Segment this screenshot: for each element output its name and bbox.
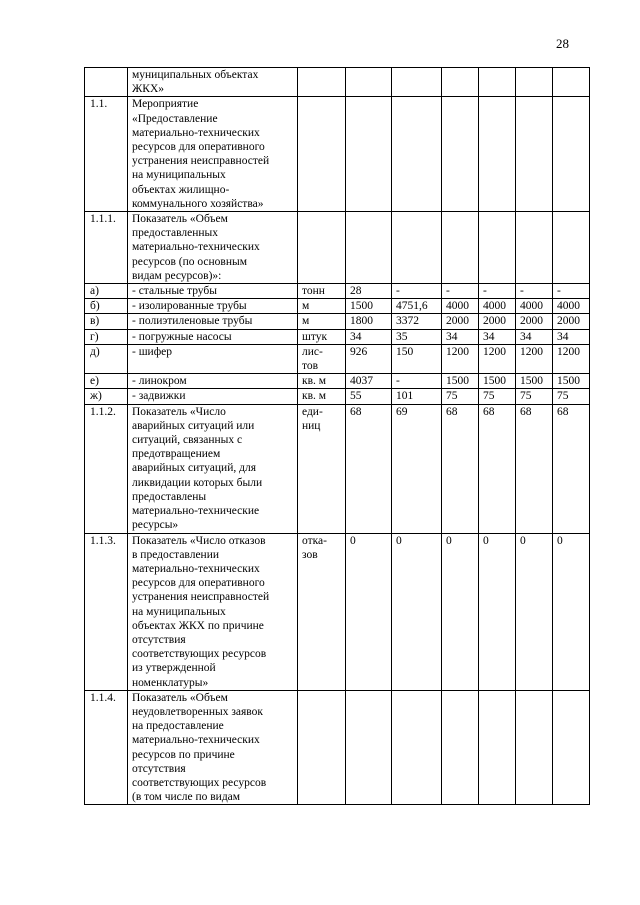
value-cell: - [392, 284, 442, 299]
value-cell [392, 68, 442, 97]
indicator-name-cell: Показатель «Число отказов в предоставлении материально-технических ресурсов для оперативного устранения неисправностей на муниципальных объектах ЖКХ по причине отсутствия соответствующих ресурсов из утвержденной номенклатуры» [128, 533, 298, 690]
value-cell: 35 [392, 329, 442, 344]
value-cell: 1200 [479, 344, 516, 373]
table-row [85, 389, 590, 404]
row-number-cell: 1.1.1. [85, 212, 128, 284]
value-cell: 4000 [479, 299, 516, 314]
value-cell: 75 [516, 389, 553, 404]
value-cell: 34 [553, 329, 590, 344]
indicator-name-cell: - погружные насосы [128, 329, 298, 344]
unit-cell: кв. м [298, 374, 346, 389]
value-cell [346, 68, 392, 97]
row-number-cell: г) [85, 329, 128, 344]
value-cell [346, 212, 392, 284]
value-cell: 2000 [516, 314, 553, 329]
value-cell: 0 [516, 533, 553, 690]
value-cell: 926 [346, 344, 392, 373]
table-row [85, 212, 590, 284]
row-number-cell: 1.1. [85, 97, 128, 212]
value-cell: 75 [442, 389, 479, 404]
value-cell: 0 [479, 533, 516, 690]
indicator-name-cell: - шифер [128, 344, 298, 373]
value-cell: 34 [346, 329, 392, 344]
value-cell [442, 212, 479, 284]
value-cell: 1500 [516, 374, 553, 389]
value-cell [516, 97, 553, 212]
indicator-name-cell: - изолированные трубы [128, 299, 298, 314]
row-number-cell: ж) [85, 389, 128, 404]
value-cell: 2000 [479, 314, 516, 329]
unit-cell: отка- зов [298, 533, 346, 690]
value-cell: 4751,6 [392, 299, 442, 314]
table-row [85, 284, 590, 299]
value-cell: 0 [553, 533, 590, 690]
value-cell: 69 [392, 404, 442, 533]
value-cell [392, 690, 442, 805]
value-cell: 0 [346, 533, 392, 690]
row-number-cell: 1.1.4. [85, 690, 128, 805]
value-cell: 68 [479, 404, 516, 533]
resources-table [84, 67, 590, 805]
value-cell [392, 212, 442, 284]
value-cell: 2000 [553, 314, 590, 329]
unit-cell [298, 97, 346, 212]
row-number-cell: 1.1.3. [85, 533, 128, 690]
unit-cell: м [298, 314, 346, 329]
value-cell [553, 690, 590, 805]
unit-cell: еди- ниц [298, 404, 346, 533]
value-cell: 55 [346, 389, 392, 404]
value-cell: 2000 [442, 314, 479, 329]
value-cell: 75 [553, 389, 590, 404]
value-cell [553, 68, 590, 97]
value-cell: 28 [346, 284, 392, 299]
page-number: 28 [556, 36, 569, 51]
value-cell: 4000 [516, 299, 553, 314]
value-cell: 1500 [479, 374, 516, 389]
indicator-name-cell: Мероприятие «Предоставление материально-технических ресурсов для оперативного устранения неисправностей на муниципальных объектах жилищно- коммунального хозяйства» [128, 97, 298, 212]
value-cell [516, 212, 553, 284]
indicator-name-cell: - полиэтиленовые трубы [128, 314, 298, 329]
unit-cell [298, 690, 346, 805]
table-row [85, 690, 590, 805]
indicator-name-cell: муниципальных объектах ЖКХ» [128, 68, 298, 97]
value-cell: - [516, 284, 553, 299]
value-cell: 1500 [346, 299, 392, 314]
table-row [85, 97, 590, 212]
value-cell [553, 212, 590, 284]
value-cell [392, 97, 442, 212]
value-cell: 0 [392, 533, 442, 690]
value-cell: 150 [392, 344, 442, 373]
value-cell: 3372 [392, 314, 442, 329]
value-cell: 68 [553, 404, 590, 533]
row-number-cell: 1.1.2. [85, 404, 128, 533]
value-cell: 0 [442, 533, 479, 690]
table-row [85, 374, 590, 389]
value-cell: 1200 [553, 344, 590, 373]
unit-cell [298, 68, 346, 97]
value-cell [516, 68, 553, 97]
value-cell: 34 [479, 329, 516, 344]
unit-cell [298, 212, 346, 284]
value-cell: 1800 [346, 314, 392, 329]
value-cell [442, 97, 479, 212]
row-number-cell [85, 68, 128, 97]
value-cell: - [553, 284, 590, 299]
table-body [85, 68, 590, 805]
row-number-cell: а) [85, 284, 128, 299]
table-row [85, 344, 590, 373]
unit-cell: штук [298, 329, 346, 344]
table-row [85, 404, 590, 533]
value-cell: 101 [392, 389, 442, 404]
value-cell: - [479, 284, 516, 299]
value-cell: 1500 [442, 374, 479, 389]
value-cell [516, 690, 553, 805]
value-cell: 4000 [553, 299, 590, 314]
value-cell: 1500 [553, 374, 590, 389]
unit-cell: м [298, 299, 346, 314]
indicator-name-cell: - линокром [128, 374, 298, 389]
row-number-cell: д) [85, 344, 128, 373]
value-cell: - [392, 374, 442, 389]
value-cell [479, 68, 516, 97]
value-cell: 4037 [346, 374, 392, 389]
unit-cell: кв. м [298, 389, 346, 404]
row-number-cell: в) [85, 314, 128, 329]
indicator-name-cell: Показатель «Число аварийных ситуаций или ситуаций, связанных с предотвращением аварийных ситуаций, для ликвидации которых были предоставлены материально-технические ресурсы» [128, 404, 298, 533]
table-row [85, 533, 590, 690]
table-row [85, 329, 590, 344]
indicator-name-cell: Показатель «Объем неудовлетворенных заявок на предоставление материально-технических ресурсов по причине отсутствия соответствующих ресурсов (в том числе по видам [128, 690, 298, 805]
row-number-cell: б) [85, 299, 128, 314]
value-cell [346, 97, 392, 212]
value-cell [553, 97, 590, 212]
row-number-cell: е) [85, 374, 128, 389]
value-cell [442, 68, 479, 97]
indicator-name-cell: Показатель «Объем предоставленных материально-технических ресурсов (по основным видам ресурсов)»: [128, 212, 298, 284]
value-cell: 68 [346, 404, 392, 533]
value-cell: 4000 [442, 299, 479, 314]
table-row [85, 314, 590, 329]
unit-cell: лис- тов [298, 344, 346, 373]
value-cell [479, 97, 516, 212]
value-cell: 1200 [516, 344, 553, 373]
value-cell [442, 690, 479, 805]
value-cell [346, 690, 392, 805]
value-cell [479, 690, 516, 805]
table-row [85, 299, 590, 314]
indicator-name-cell: - задвижки [128, 389, 298, 404]
value-cell [479, 212, 516, 284]
value-cell: 1200 [442, 344, 479, 373]
value-cell: 34 [442, 329, 479, 344]
value-cell: 75 [479, 389, 516, 404]
value-cell: 68 [442, 404, 479, 533]
value-cell: 34 [516, 329, 553, 344]
value-cell: 68 [516, 404, 553, 533]
indicator-name-cell: - стальные трубы [128, 284, 298, 299]
value-cell: - [442, 284, 479, 299]
unit-cell: тонн [298, 284, 346, 299]
table-row [85, 68, 590, 97]
